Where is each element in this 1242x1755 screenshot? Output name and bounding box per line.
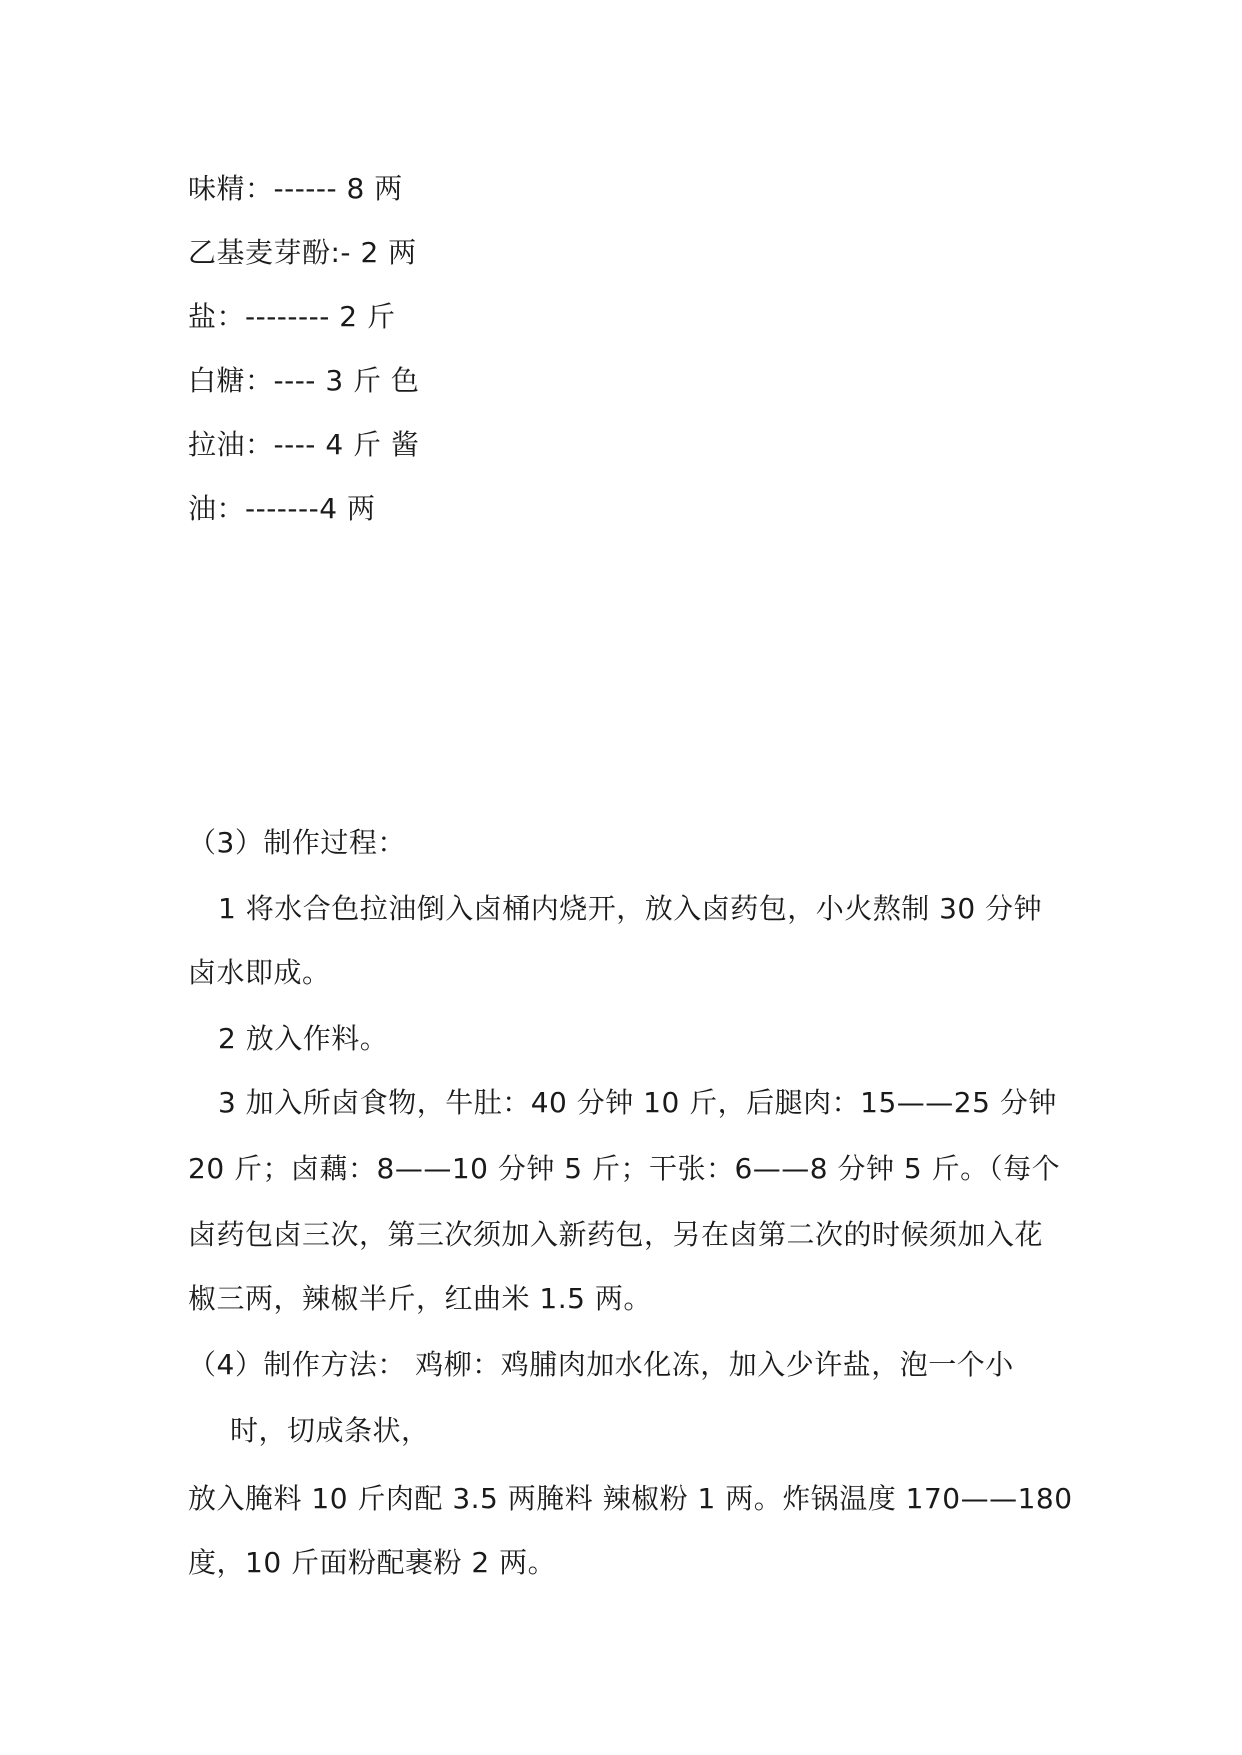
section-4-line-4: 度，10 斤面粉配裹粉 2 两。: [188, 1546, 557, 1579]
ingredient-line-soy-oil: 油：-------4 两: [188, 492, 376, 525]
ingredient-line-maltol: 乙基麦芽酚:- 2 两: [188, 236, 417, 269]
section-3-step-3-line-3: 卤药包卤三次，第三次须加入新药包，另在卤第二次的时候须加入花: [188, 1218, 1044, 1251]
section-3-step-1-line-2: 卤水即成。: [188, 956, 331, 989]
section-3-step-2: 2 放入作料。: [218, 1022, 389, 1055]
section-3-heading: （3）制作过程：: [188, 826, 406, 859]
section-3-step-3-line-4: 椒三两，辣椒半斤，红曲米 1.5 两。: [188, 1282, 652, 1315]
section-3-step-1-line-1: 1 将水合色拉油倒入卤桶内烧开，放入卤药包，小火熬制 30 分钟: [218, 892, 1043, 925]
ingredient-line-oil: 拉油：---- 4 斤 酱: [188, 428, 420, 461]
section-3-step-3-line-1: 3 加入所卤食物，牛肚：40 分钟 10 斤，后腿肉：15——25 分钟: [218, 1086, 1057, 1119]
section-3-step-3-line-2: 20 斤；卤藕：8——10 分钟 5 斤；干张：6——8 分钟 5 斤。（每个: [188, 1152, 1061, 1185]
section-4-line-1: （4）制作方法： 鸡柳：鸡脯肉加水化冻，加入少许盐，泡一个小: [188, 1348, 1014, 1381]
ingredient-line-sugar: 白糖：---- 3 斤 色: [188, 364, 420, 397]
ingredient-line-msg: 味精：------ 8 两: [188, 172, 403, 205]
section-4-line-2: 时，切成条状，: [230, 1414, 430, 1447]
ingredient-line-salt: 盐：-------- 2 斤: [188, 300, 396, 333]
section-4-line-3: 放入腌料 10 斤肉配 3.5 两腌料 辣椒粉 1 两。炸锅温度 170——180: [188, 1482, 1073, 1515]
